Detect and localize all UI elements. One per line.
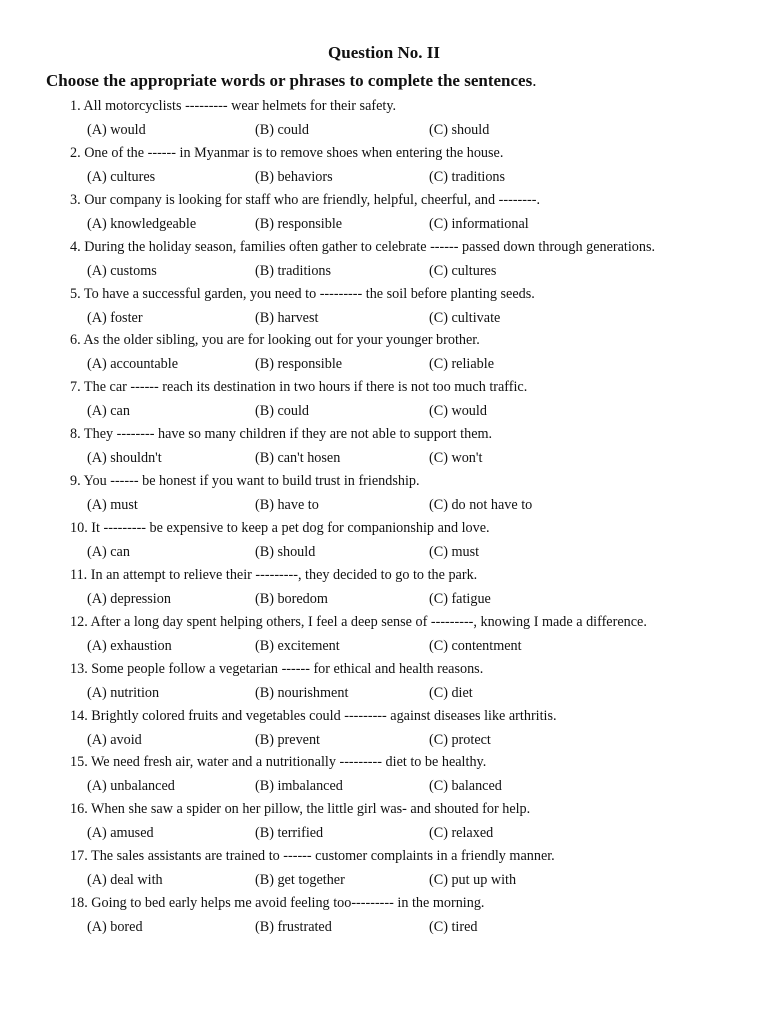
instruction-text: Choose the appropriate words or phrases to complete the sentences: [46, 71, 533, 90]
option-a: (A) depression: [87, 590, 171, 607]
answer-options: [70, 119, 760, 142]
question-item: [70, 518, 760, 565]
option-a: (A) deal with: [87, 872, 163, 889]
option-c: (C) traditions: [429, 168, 506, 185]
option-b: (B) get together: [255, 872, 345, 889]
option-b: (B) can't hosen: [255, 450, 341, 467]
option-a: (A) would: [87, 122, 146, 138]
question-item: [70, 659, 760, 706]
answer-options: [70, 588, 760, 611]
answer-options: [70, 213, 760, 236]
option-c: (C) diet: [429, 684, 473, 701]
question-stem: 1. All motorcyclists --------- wear helmets for their safety.: [70, 98, 397, 114]
question-stem: 8. They -------- have so many children if they are not able to support them.: [70, 426, 493, 443]
option-c: (C) put up with: [429, 872, 517, 889]
option-c: (C) do not have to: [429, 497, 533, 514]
question-item: [70, 330, 760, 377]
question-item: [70, 96, 760, 143]
option-b: (B) traditions: [255, 262, 332, 279]
answer-options: [70, 682, 760, 705]
option-b: (B) responsible: [255, 356, 343, 373]
answer-options: [70, 400, 760, 423]
question-stem: 5. To have a successful garden, you need to --------- the soil before planting seeds.: [70, 285, 535, 302]
option-c: (C) should: [429, 122, 490, 138]
answer-options: [70, 353, 760, 376]
question-item: [70, 471, 760, 518]
option-c: (C) balanced: [429, 778, 502, 795]
question-stem: 4. During the holiday season, families often gather to celebrate ------ passed down through generations.: [70, 238, 656, 255]
question-item: [70, 893, 760, 940]
option-a: (A) shouldn't: [87, 450, 162, 467]
option-b: (B) have to: [255, 497, 319, 514]
question-item: [70, 706, 760, 753]
question-item: [70, 237, 760, 284]
question-item: [70, 424, 760, 471]
option-a: (A) nutrition: [87, 684, 160, 701]
answer-options: [70, 869, 760, 892]
question-item: [70, 284, 760, 331]
option-a: (A) bored: [87, 919, 143, 936]
option-a: (A) must: [87, 497, 138, 514]
option-c: (C) cultures: [429, 262, 497, 279]
option-b: (B) boredom: [255, 590, 328, 607]
option-b: (B) responsible: [255, 215, 343, 232]
question-stem: 12. After a long day spent helping others, I feel a deep sense of ---------, knowing I made a difference.: [70, 613, 647, 630]
question-stem: 17. The sales assistants are trained to ------ customer complaints in a friendly manner.: [70, 848, 555, 865]
question-item: [70, 377, 760, 424]
option-a: (A) unbalanced: [87, 778, 175, 795]
question-stem: 14. Brightly colored fruits and vegetables could --------- against diseases like arthritis.: [70, 707, 557, 724]
question-item: [70, 143, 760, 190]
option-a: (A) foster: [87, 309, 143, 326]
question-list: [70, 96, 760, 940]
option-a: (A) can: [87, 544, 130, 561]
instructions: [46, 71, 746, 91]
question-stem: 15. We need fresh air, water and a nutritionally --------- diet to be healthy.: [70, 754, 487, 771]
option-a: (A) customs: [87, 262, 157, 279]
option-c: (C) protect: [429, 731, 491, 748]
question-stem: 7. The car ------ reach its destination in two hours if there is not too much traffic.: [70, 379, 528, 396]
option-b: (B) prevent: [255, 731, 321, 748]
option-c: (C) tired: [429, 919, 478, 936]
option-c: (C) relaxed: [429, 825, 494, 842]
option-a: (A) can: [87, 403, 130, 420]
question-stem: 10. It --------- be expensive to keep a pet dog for companionship and love.: [70, 520, 490, 537]
option-b: (B) could: [255, 122, 309, 138]
option-a: (A) knowledgeable: [87, 215, 197, 232]
question-item: [70, 752, 760, 799]
answer-options: [70, 916, 760, 939]
question-stem: 3. Our company is looking for staff who are friendly, helpful, cheerful, and --------.: [70, 191, 540, 208]
option-c: (C) reliable: [429, 356, 494, 373]
answer-options: [70, 447, 760, 470]
question-item: [70, 846, 760, 893]
question-stem: 11. In an attempt to relieve their ---------, they decided to go to the park.: [70, 566, 478, 583]
option-a: (A) exhaustion: [87, 637, 172, 654]
answer-options: [70, 729, 760, 752]
option-c: (C) won't: [429, 450, 483, 467]
option-a: (A) amused: [87, 825, 154, 842]
answer-options: [70, 307, 760, 330]
question-stem: 16. When she saw a spider on her pillow, the little girl was- and shouted for help.: [70, 801, 531, 818]
option-b: (B) imbalanced: [255, 778, 343, 795]
question-item: [70, 799, 760, 846]
option-a: (A) cultures: [87, 168, 156, 185]
answer-options: [70, 494, 760, 517]
option-c: (C) fatigue: [429, 590, 491, 607]
answer-options: [70, 260, 760, 283]
instruction-period: .: [532, 71, 537, 90]
question-stem: 2. One of the ------ in Myanmar is to remove shoes when entering the house.: [70, 144, 504, 161]
answer-options: [70, 166, 760, 189]
option-b: (B) behaviors: [255, 168, 333, 185]
answer-options: [70, 822, 760, 845]
option-b: (B) excitement: [255, 637, 340, 654]
option-c: (C) informational: [429, 215, 529, 232]
question-item: [70, 565, 760, 612]
answer-options: [70, 541, 760, 564]
option-a: (A) accountable: [87, 356, 178, 373]
question-stem: 13. Some people follow a vegetarian ------ for ethical and health reasons.: [70, 660, 484, 677]
question-item: [70, 612, 760, 659]
option-b: (B) harvest: [255, 309, 319, 326]
question-item: [70, 190, 760, 237]
option-b: (B) terrified: [255, 825, 324, 842]
question-stem: 18. Going to bed early helps me avoid feeling too--------- in the morning.: [70, 895, 485, 912]
option-b: (B) frustrated: [255, 919, 332, 936]
option-b: (B) could: [255, 403, 309, 420]
option-b: (B) should: [255, 544, 316, 561]
answer-options: [70, 775, 760, 798]
question-stem: 6. As the older sibling, you are for looking out for your younger brother.: [70, 332, 480, 349]
option-c: (C) contentment: [429, 637, 522, 654]
option-c: (C) cultivate: [429, 309, 501, 326]
question-stem: 9. You ------ be honest if you want to build trust in friendship.: [70, 473, 420, 490]
page-title: Question No. II: [328, 43, 440, 62]
option-c: (C) would: [429, 403, 487, 420]
option-c: (C) must: [429, 544, 480, 561]
answer-options: [70, 635, 760, 658]
option-b: (B) nourishment: [255, 684, 349, 701]
option-a: (A) avoid: [87, 731, 142, 748]
